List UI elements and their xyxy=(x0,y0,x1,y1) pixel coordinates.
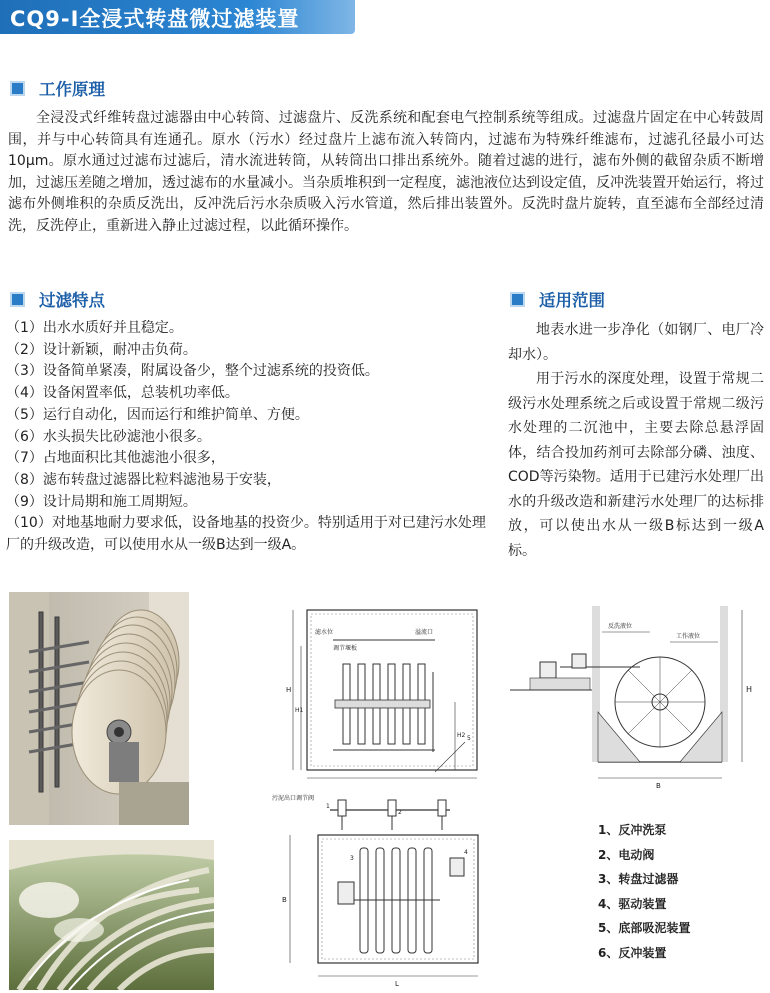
title-bar xyxy=(0,0,355,34)
side-h-label: H xyxy=(746,685,753,694)
list-item: （2）设计新颖，耐冲击负荷。 xyxy=(6,341,197,358)
square-bullet-icon xyxy=(510,292,525,307)
principle-text: 全浸没式纤维转盘过滤器由中心转筒、过滤盘片、反洗系统和配套电气控制系统等组成。过滤盘片固定在中心转鼓周围，并与中心转筒具有连通孔。原水（污水）经过盘片上滤布流入转筒内，过滤布为特殊纤维滤布，过滤孔径最小可达10μm。原水通过过滤布过滤后，清水流进转筒，从转筒出口排出系统外。随着过滤的进行，滤布外侧的截留杂质不断增加，过滤压差随之增加，透过滤布的水量减小。当杂质堆积到一定程度，滤池液位达到设定值，反冲洗装置开始运行，将过滤布外侧堆积的杂质反洗出，反冲洗后污水杂质吸入污水管道，然后排出装置外。反洗时盘片旋转，直至滤布全部经过清洗，反洗停止，重新进入静止过滤过程，以此循环操作。 xyxy=(8,110,764,234)
operation-photo xyxy=(9,840,214,990)
list-item: （10）对地基地耐力要求低，设备地基的投资少。特别适用于对已建污水处理厂的升级改造，可以使用水从一级B达到一级A。 xyxy=(6,515,486,554)
equipment-photo xyxy=(9,592,189,825)
list-item: （6）水头损失比砂滤池小很多。 xyxy=(6,428,211,445)
front-h-label: H xyxy=(286,686,292,694)
front-section-diagram xyxy=(285,602,490,786)
legend-item: 1、反冲洗泵 xyxy=(598,823,667,837)
principle-heading xyxy=(10,77,105,99)
side-work-level-label: 工作液位 xyxy=(676,633,701,640)
legend-item: 4、驱动装置 xyxy=(598,896,667,911)
side-backwash-level-label: 反洗液位 xyxy=(608,623,633,630)
front-h2-label: H2 xyxy=(457,732,466,739)
square-bullet-icon xyxy=(10,292,25,307)
plan-sludge-label: 污泥出口调节阀 xyxy=(272,795,315,802)
scope-heading xyxy=(510,288,605,310)
legend-item: 6、反冲装置 xyxy=(598,945,667,960)
plan-l-label: L xyxy=(395,980,399,988)
list-item: （4）设备闲置率低，总装机功率低。 xyxy=(6,385,239,402)
list-item: （8）滤布转盘过滤器比粒料滤池易于安装， xyxy=(6,471,281,488)
plan-view-diagram xyxy=(270,790,490,990)
legend-item: 5、底部吸泥装置 xyxy=(598,921,691,935)
front-num5-label: 5 xyxy=(467,735,471,742)
page-title: CQ9-Ⅰ全浸式转盘微过滤装置 xyxy=(10,7,300,31)
square-bullet-icon xyxy=(10,81,25,96)
front-h1-label: H1 xyxy=(295,707,304,714)
diagram-legend xyxy=(598,818,690,965)
plan-b-label: B xyxy=(282,896,287,904)
front-overflow-label: 溢流口 xyxy=(415,629,434,636)
legend-item: 3、转盘过滤器 xyxy=(598,872,679,886)
features-heading-text: 过滤特点 xyxy=(39,291,105,310)
scope-paragraph: 用于污水的深度处理，设置于常规二级污水处理系统之后或设置于常规二级污水处理的二沉池中，主要去除总悬浮固体，结合投加药剂可去除部分磷、浊度、COD等污染物。适用于已建污水处理厂出水的升级改造和新建污水处理厂的达标排放，可以使出水从一级B标达到一级A标。 xyxy=(508,371,764,559)
side-b-label: B xyxy=(656,782,661,790)
principle-heading-text: 工作原理 xyxy=(39,80,105,99)
front-weir-label: 调节堰板 xyxy=(333,645,358,652)
list-item: （7）占地面积比其他滤池小很多， xyxy=(6,450,225,467)
plan-num4-label: 4 xyxy=(464,849,468,856)
front-filter-level-label: 滤水位 xyxy=(315,629,334,636)
side-section-diagram xyxy=(510,602,765,792)
plan-num2-label: 2 xyxy=(398,809,402,816)
plan-num3-label: 3 xyxy=(350,855,354,862)
features-list xyxy=(6,318,486,557)
scope-paragraph: 地表水进一步净化（如钢厂、电厂冷却水）。 xyxy=(508,322,764,363)
list-item: （9）设计局期和施工周期短。 xyxy=(6,493,197,510)
legend-item: 2、电动阀 xyxy=(598,847,655,862)
plan-num1-label: 1 xyxy=(326,803,330,810)
features-heading xyxy=(10,288,105,310)
list-item: （5）运行自动化，因而运行和维护简单、方便。 xyxy=(6,406,309,423)
scope-text xyxy=(508,318,764,563)
list-item: （3）设备简单紧凑，附属设备少，整个过滤系统的投资低。 xyxy=(6,363,379,380)
list-item: （1）出水水质好并且稳定。 xyxy=(6,320,183,336)
scope-heading-text: 适用范围 xyxy=(539,291,605,310)
